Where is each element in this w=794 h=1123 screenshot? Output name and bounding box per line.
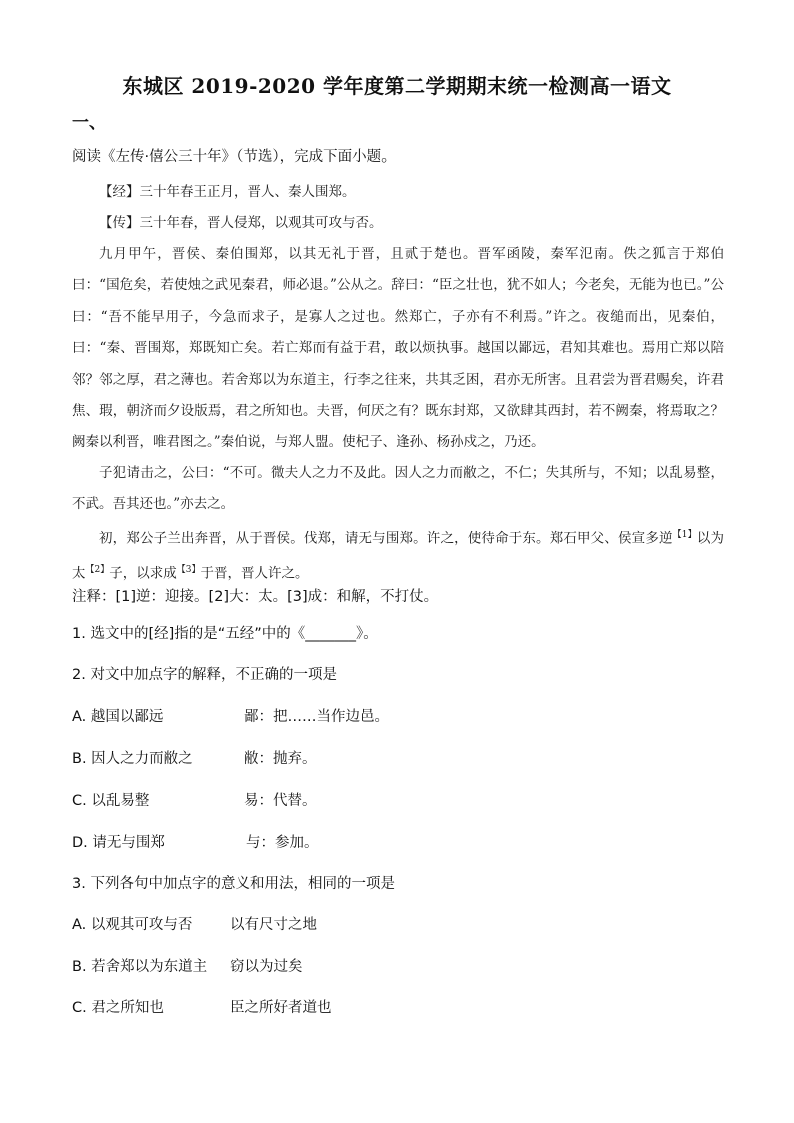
notes: 注释：[1]逆：迎接。[2]大：太。[3]成：和解，不打仗。	[72, 589, 439, 605]
q3-option-c: C. 君之所知也	[72, 1000, 164, 1016]
instruction-end: 。	[381, 146, 398, 165]
para3-part-b: 以为太	[72, 530, 725, 582]
q2-option-b-gloss: 敝：抛弃。	[244, 751, 317, 767]
q2-option-c-gloss: 易：代替。	[244, 793, 317, 809]
q3-option-b: B. 若舍郑以为东道主	[72, 959, 208, 975]
q3-option-a: A. 以观其可攻与否	[72, 917, 193, 933]
q2-option-d: D. 请无与围郑	[72, 835, 165, 851]
reading-instruction	[72, 146, 397, 167]
para3-part-a: 初，郑公子兰出奔晋，从于晋侯。伐郑，请无与围郑。许之，使待命于东。郑石甲父、侯宣多逆	[99, 530, 673, 547]
q2-option-b: B. 因人之力而敝之	[72, 751, 193, 767]
q2-option-a-gloss: 鄙：把……当作边邑。	[244, 709, 389, 725]
passage-paragraph-2: 子犯请击之，公曰：“不可。微夫人之力不及此。因人之力而敝之，不仁；失其所与，不知；以乱易整，不武。吾其还也。”亦去之。	[72, 465, 724, 513]
footnote-ref-1: 【1】	[672, 530, 697, 540]
jing-line: 【经】三十年春王正月，晋人、秦人围郑。	[99, 184, 356, 200]
footnote-ref-2: 【2】	[85, 564, 110, 575]
footnote-ref-3: 【3】	[176, 564, 201, 575]
instruction-text: 阅读《左传·僖公三十年》（节选），完成下面小题	[72, 149, 382, 165]
section-heading: 一、	[72, 113, 106, 133]
passage-paragraph-3	[72, 520, 724, 590]
q3-option-a-compare: 以有尺寸之地	[230, 917, 317, 933]
q3-option-c-compare: 臣之所好者道也	[230, 1000, 332, 1016]
passage-paragraph-1: 九月甲午，晋侯、秦伯围郑，以其无礼于晋，且贰于楚也。晋军函陵，秦军氾南。佚之狐言于郑伯曰：“国危矣，若使烛之武见秦君，师必退。”公从之。辞曰：“臣之壮也，犹不如人；今老矣，无能为也已。”公曰：“吾不能早用子，今急而求子，是寡人之过也。然郑亡，子亦有不利焉。”许之。夜缒而出，见秦伯，曰：“秦、晋围郑，郑既知亡矣。若亡郑而有益于君，敢以烦执事。越国以鄙远，君知其难也。焉用亡郑以陪邻？邻之厚，君之薄也。若舍郑以为东道主，行李之往来，共其乏困，君亦无所害。且君尝为晋君赐矣，许君焦、瑕，朝济而夕设版焉，君之所知也。夫晋，何厌之有？既东封郑，又欲肆其西封，若不阙秦，将焉取之？阙秦以利晋，唯君图之。”秦伯说，与郑人盟。使杞子、逢孙、杨孙戍之，乃还。	[72, 246, 724, 451]
q2-option-a: A. 越国以鄙远	[72, 709, 164, 725]
para3-part-d: 于晋，晋人许之。	[200, 565, 309, 582]
q3-option-b-compare: 窃以为过矣	[230, 959, 303, 975]
zhuan-line: 【传】三十年春，晋人侵郑，以观其可攻与否。	[99, 215, 383, 231]
q2-option-d-gloss: 与：参加。	[246, 835, 319, 851]
question-2-stem: 2. 对文中加点字的解释，不正确的一项是	[72, 667, 337, 683]
page-title: 东城区 2019-2020 学年度第二学期期末统一检测高一语文	[122, 74, 672, 98]
question-1: 1. 选文中的[经]指的是“五经”中的《_______》。	[72, 626, 378, 642]
q2-option-c: C. 以乱易整	[72, 793, 150, 809]
para3-part-c: 子，以求成	[109, 565, 177, 582]
question-3-stem: 3. 下列各句中加点字的意义和用法，相同的一项是	[72, 876, 395, 892]
